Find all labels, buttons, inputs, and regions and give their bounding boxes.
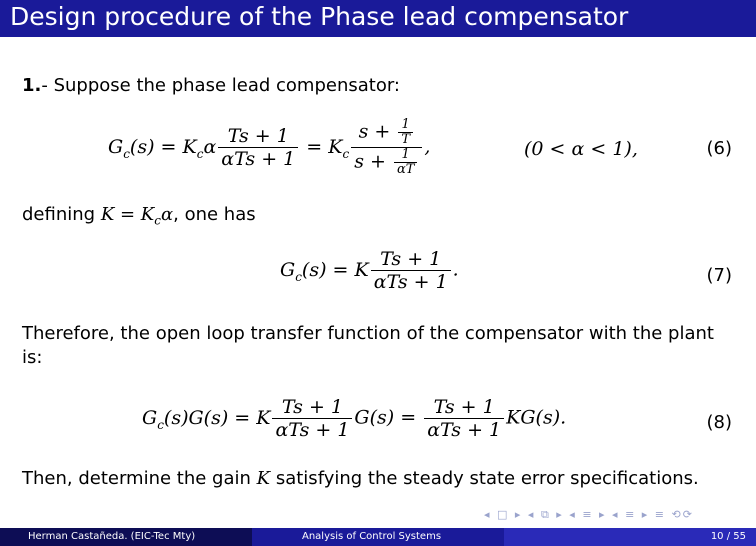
eq6-condition: (0 < α < 1), xyxy=(524,138,638,160)
slide-title: Design procedure of the Phase lead compensator xyxy=(10,2,629,31)
equation-8: $G_c(s)G(s) = K$ $\frac{Ts + 1}{\text{αTs + 1}}$ G(s) = $\frac{Ts + 1}{\text{αTs + 1}}$ KG(s). xyxy=(142,396,567,441)
equation-6: $G_c(s) = K_c\alpha$ $\frac{Ts + 1}{\text{αTs + 1}}$ = $K_c$ s + $\frac{1}{T}$ s + $\frac{1}{\alpha T}$ , xyxy=(108,117,431,177)
footer-course: Analysis of Control Systems xyxy=(302,531,442,542)
footer-page: 10 / 55 xyxy=(710,531,746,542)
footer-course-section xyxy=(252,528,504,546)
defining-tail: , one has xyxy=(173,204,256,225)
defining-text: defining xyxy=(22,204,96,225)
footer-bar xyxy=(0,528,756,546)
footer-author-section xyxy=(0,528,252,546)
then-text-b: satisfying the steady state error specifications. xyxy=(275,468,699,489)
eq6-number: (6) xyxy=(706,138,732,159)
eq8-number: (8) xyxy=(706,412,732,433)
beamer-navigation-icons[interactable]: ◂ □ ▸ ◂ ⧉ ▸ ◂ ≡ ▸ ◂ ≡ ▸ ≡ ⟲⟳ xyxy=(484,508,694,521)
step-number: 1. xyxy=(22,75,42,96)
then-line: Then, determine the gain K satisfying the steady state error specifications. xyxy=(22,468,699,489)
therefore-text: Therefore, the open loop transfer function of the compensator with the plant is: xyxy=(22,323,714,368)
step-text: - Suppose the phase lead compensator: xyxy=(41,75,400,96)
title-bar xyxy=(0,0,756,37)
footer-author: Herman Castañeda. (EIC-Tec Mty) xyxy=(28,531,196,542)
footer-page-section xyxy=(504,528,756,546)
eq7-number: (7) xyxy=(706,265,732,286)
then-text-a: Then, determine the gain xyxy=(22,468,251,489)
defining-line: defining $K = K_c\alpha$, one has xyxy=(22,204,256,228)
equation-7: $G_c(s) = K$ $\frac{Ts + 1}{\text{αTs + 1}}$ . xyxy=(280,248,459,293)
step-line xyxy=(22,74,400,98)
